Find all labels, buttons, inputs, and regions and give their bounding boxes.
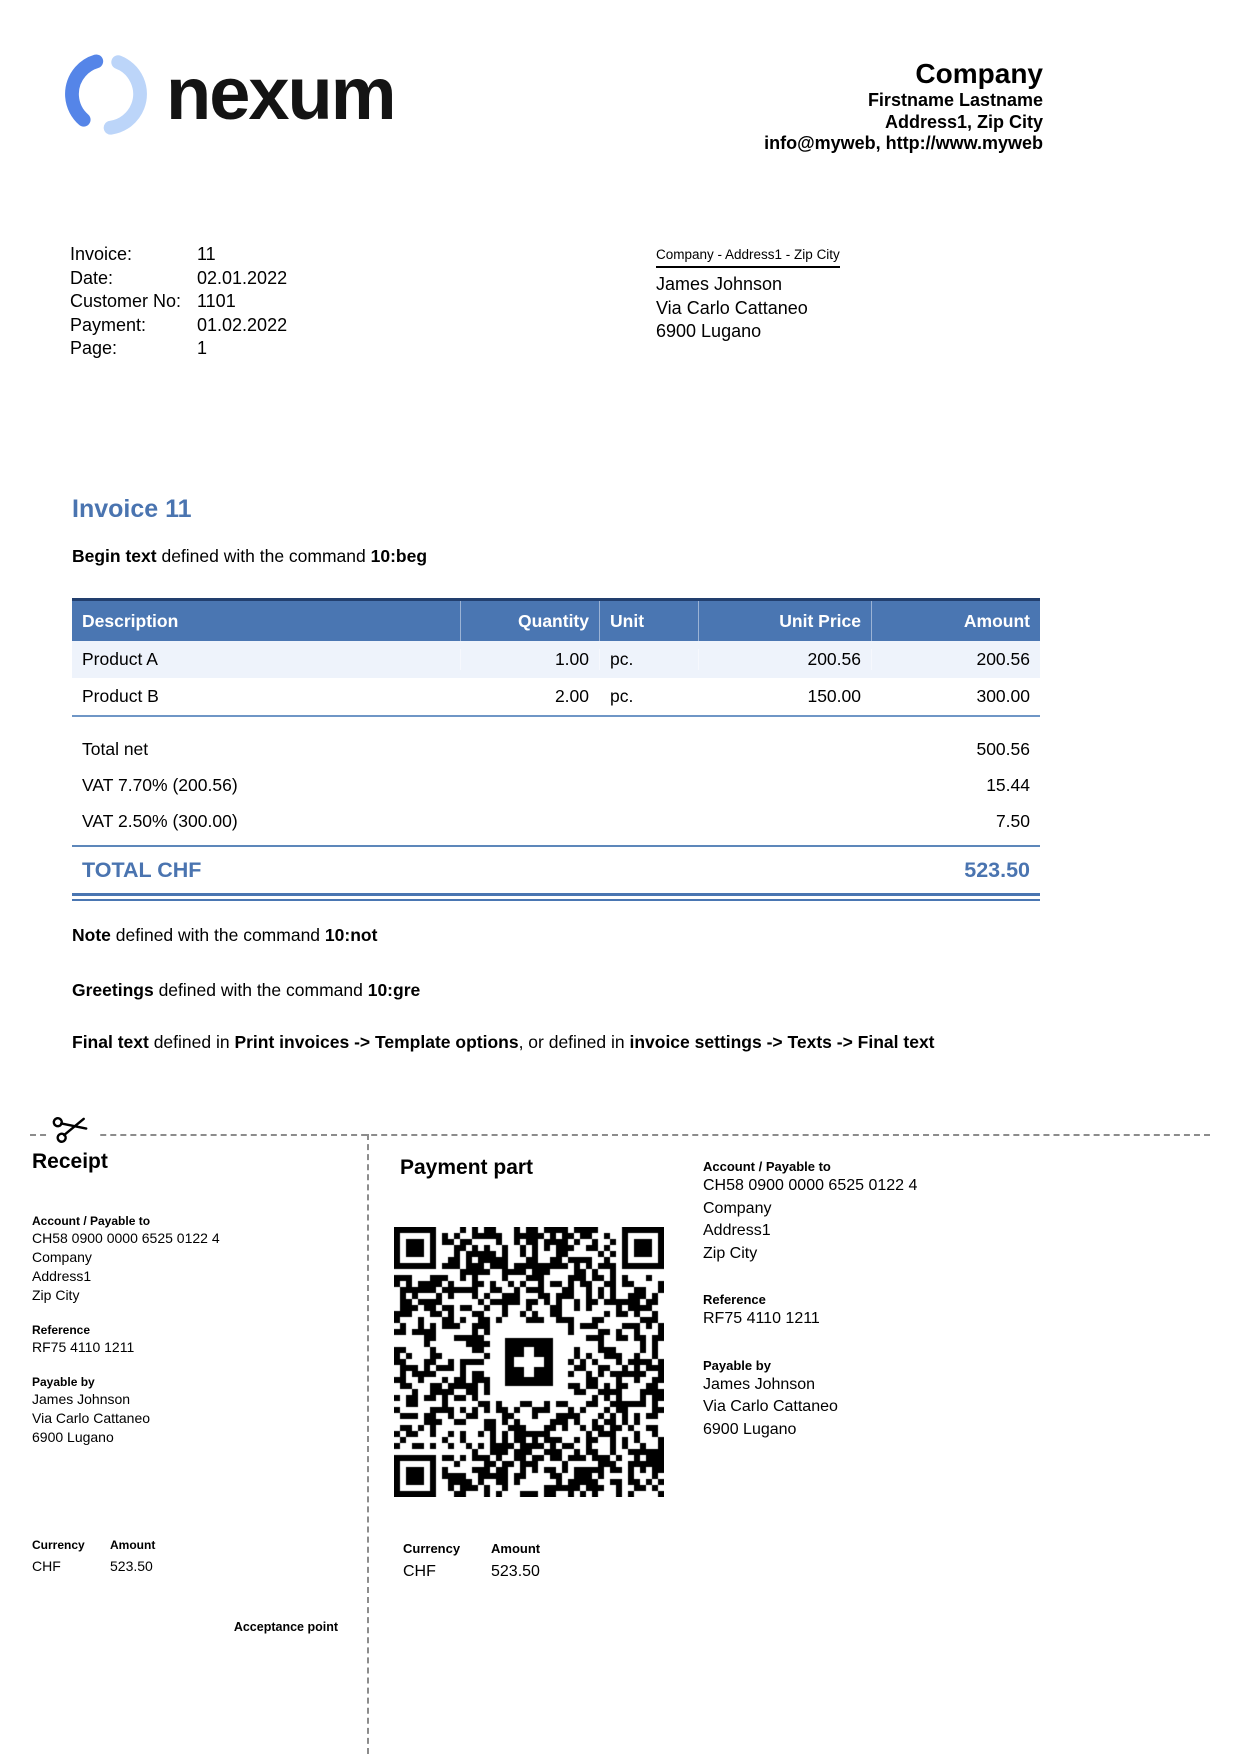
- meta-label: Customer No:: [70, 291, 182, 311]
- receipt-creditor-city: Zip City: [32, 1287, 80, 1303]
- payment-creditor-name: Company: [703, 1199, 772, 1217]
- header-unit: Unit: [599, 601, 698, 641]
- cell-unit-price: 200.56: [698, 649, 871, 670]
- greetings-text-bold: Greetings: [72, 980, 154, 1000]
- receipt-debtor-city: 6900 Lugano: [32, 1429, 114, 1445]
- meta-label: Payment:: [70, 314, 147, 335]
- note-text: [72, 924, 377, 946]
- payment-details-column: [703, 1158, 1073, 1441]
- receipt-reference-label: Reference: [32, 1323, 91, 1337]
- table-row: [72, 678, 1040, 715]
- meta-value: 02.01.2022: [197, 267, 288, 288]
- company-contact: Firstname Lastname: [867, 90, 1043, 110]
- payment-part-title: Payment part: [400, 1156, 534, 1179]
- cell-unit-price: 150.00: [698, 686, 871, 707]
- company-web: info@myweb, http://www.myweb: [764, 133, 1043, 153]
- final-text-regular: defined in: [148, 1032, 235, 1052]
- receipt-currency-amount: [32, 1538, 155, 1576]
- note-text-bold: Note: [72, 925, 111, 945]
- payment-creditor-street: Address1: [703, 1222, 771, 1239]
- total-row: [72, 847, 1040, 893]
- begin-text: [72, 545, 427, 567]
- receipt-title: Receipt: [32, 1150, 108, 1173]
- cell-description: Product A: [82, 649, 158, 669]
- payment-reference-value: RF75 4110 1211: [703, 1310, 820, 1327]
- receipt-currency-value: CHF: [32, 1558, 61, 1574]
- qr-canvas: [394, 1227, 664, 1497]
- receipt-debtor-street: Via Carlo Cattaneo: [32, 1410, 151, 1426]
- summary-row: [72, 767, 1040, 803]
- sender-line: Company - Address1 - Zip City: [656, 247, 840, 268]
- header-amount: Amount: [871, 601, 1040, 641]
- payment-debtor-street: Via Carlo Cattaneo: [703, 1398, 838, 1415]
- company-address: Address1, Zip City: [884, 111, 1043, 132]
- begin-text-regular: defined with the command: [156, 546, 371, 566]
- header-description: Description: [82, 610, 179, 631]
- recipient-name: James Johnson: [656, 274, 783, 294]
- meta-value: 01.02.2022: [197, 314, 288, 335]
- receipt-section: [32, 1150, 338, 1447]
- swiss-qr-code: [394, 1227, 664, 1497]
- line-items-table: [72, 598, 1040, 901]
- cell-unit: pc.: [599, 686, 698, 707]
- meta-row: [70, 314, 287, 338]
- meta-value: 1: [197, 338, 208, 358]
- nexum-swirl-icon: [60, 48, 152, 140]
- recipient-address: [656, 243, 840, 344]
- cell-quantity: 1.00: [460, 649, 599, 670]
- summary-value: 7.50: [995, 810, 1030, 831]
- cell-quantity: 2.00: [460, 686, 599, 707]
- receipt-iban: CH58 0900 0000 6525 0122 4: [32, 1230, 220, 1246]
- begin-text-bold: Begin text: [72, 546, 157, 566]
- summary-label: VAT 7.70% (200.56): [82, 774, 238, 795]
- invoice-meta: [70, 243, 287, 361]
- meta-value: 1101: [197, 291, 236, 311]
- header-quantity: Quantity: [460, 601, 599, 641]
- summary-row: [72, 803, 1040, 839]
- cut-line-horizontal: [30, 1134, 1210, 1136]
- meta-label: Page:: [70, 338, 118, 358]
- company-header: [764, 58, 1043, 155]
- table-row: [72, 641, 1040, 678]
- company-name: Company: [915, 58, 1043, 89]
- payment-iban: CH58 0900 0000 6525 0122 4: [703, 1177, 918, 1194]
- total-value: 523.50: [964, 857, 1030, 882]
- total-double-line: [72, 893, 1040, 896]
- cut-line-vertical: [367, 1134, 369, 1754]
- meta-value: 11: [197, 244, 216, 264]
- cell-amount: 300.00: [871, 686, 1040, 707]
- nexum-logo: [60, 48, 395, 140]
- payment-currency-amount: [403, 1540, 540, 1584]
- summary-label: VAT 2.50% (300.00): [82, 810, 238, 831]
- note-text-regular: defined with the command: [110, 925, 325, 945]
- final-text: [72, 1031, 935, 1053]
- summary-value: 500.56: [976, 738, 1030, 759]
- table-header-row: [72, 598, 1040, 641]
- final-text-path1: Print invoices -> Template options: [234, 1032, 519, 1052]
- payment-payable-label: Payable by: [703, 1357, 771, 1373]
- cell-amount: 200.56: [871, 649, 1040, 670]
- summary-label: Total net: [82, 738, 149, 759]
- begin-text-command: 10:beg: [370, 546, 428, 566]
- meta-label: Date:: [70, 267, 114, 288]
- receipt-account-label: Account / Payable to: [32, 1214, 151, 1228]
- invoice-title: Invoice 11: [72, 495, 192, 523]
- payment-creditor-city: Zip City: [703, 1244, 758, 1262]
- payment-currency-value: CHF: [403, 1563, 436, 1580]
- acceptance-point-label: Acceptance point: [233, 1620, 338, 1634]
- note-text-command: 10:not: [324, 925, 378, 945]
- summary-value: 15.44: [986, 774, 1030, 795]
- payment-amount-value: 523.50: [491, 1563, 540, 1580]
- summary-row: [72, 731, 1040, 767]
- meta-label: Invoice:: [70, 244, 133, 264]
- receipt-currency-label: Currency: [32, 1538, 85, 1552]
- receipt-reference-value: RF75 4110 1211: [32, 1339, 135, 1355]
- payment-reference-label: Reference: [703, 1292, 766, 1307]
- payment-amount-label: Amount: [491, 1541, 541, 1556]
- recipient-street: Via Carlo Cattaneo: [656, 297, 808, 318]
- greetings-text-regular: defined with the command: [153, 980, 368, 1000]
- meta-row: [70, 337, 287, 361]
- meta-row: [70, 290, 287, 314]
- meta-row: [70, 243, 287, 267]
- receipt-payable-label: Payable by: [32, 1375, 95, 1389]
- payment-debtor-city: 6900 Lugano: [703, 1420, 797, 1438]
- greetings-text: [72, 979, 420, 1001]
- payment-account-label: Account / Payable to: [703, 1159, 831, 1174]
- header-unit-price: Unit Price: [698, 601, 871, 641]
- receipt-creditor-street: Address1: [32, 1268, 92, 1284]
- receipt-debtor-name: James Johnson: [32, 1391, 131, 1407]
- items-separator: [72, 715, 1040, 717]
- receipt-creditor-name: Company: [32, 1249, 92, 1265]
- payment-debtor-name: James Johnson: [703, 1375, 816, 1393]
- receipt-amount-label: Amount: [110, 1538, 156, 1552]
- recipient-city: 6900 Lugano: [656, 321, 762, 341]
- meta-row: [70, 267, 287, 291]
- final-text-bold: Final text: [72, 1032, 149, 1052]
- cell-description: Product B: [82, 686, 159, 706]
- receipt-amount-value: 523.50: [110, 1558, 153, 1574]
- scissors-icon: [44, 1107, 99, 1153]
- total-double-line: [72, 899, 1040, 901]
- cell-unit: pc.: [599, 649, 698, 670]
- payment-currency-label: Currency: [403, 1541, 461, 1556]
- final-text-path2: invoice settings -> Texts -> Final text: [629, 1032, 935, 1052]
- brand-name: nexum: [166, 52, 395, 135]
- greetings-text-command: 10:gre: [367, 980, 421, 1000]
- total-label: TOTAL CHF: [82, 857, 202, 882]
- final-text-regular2: , or defined in: [518, 1032, 630, 1052]
